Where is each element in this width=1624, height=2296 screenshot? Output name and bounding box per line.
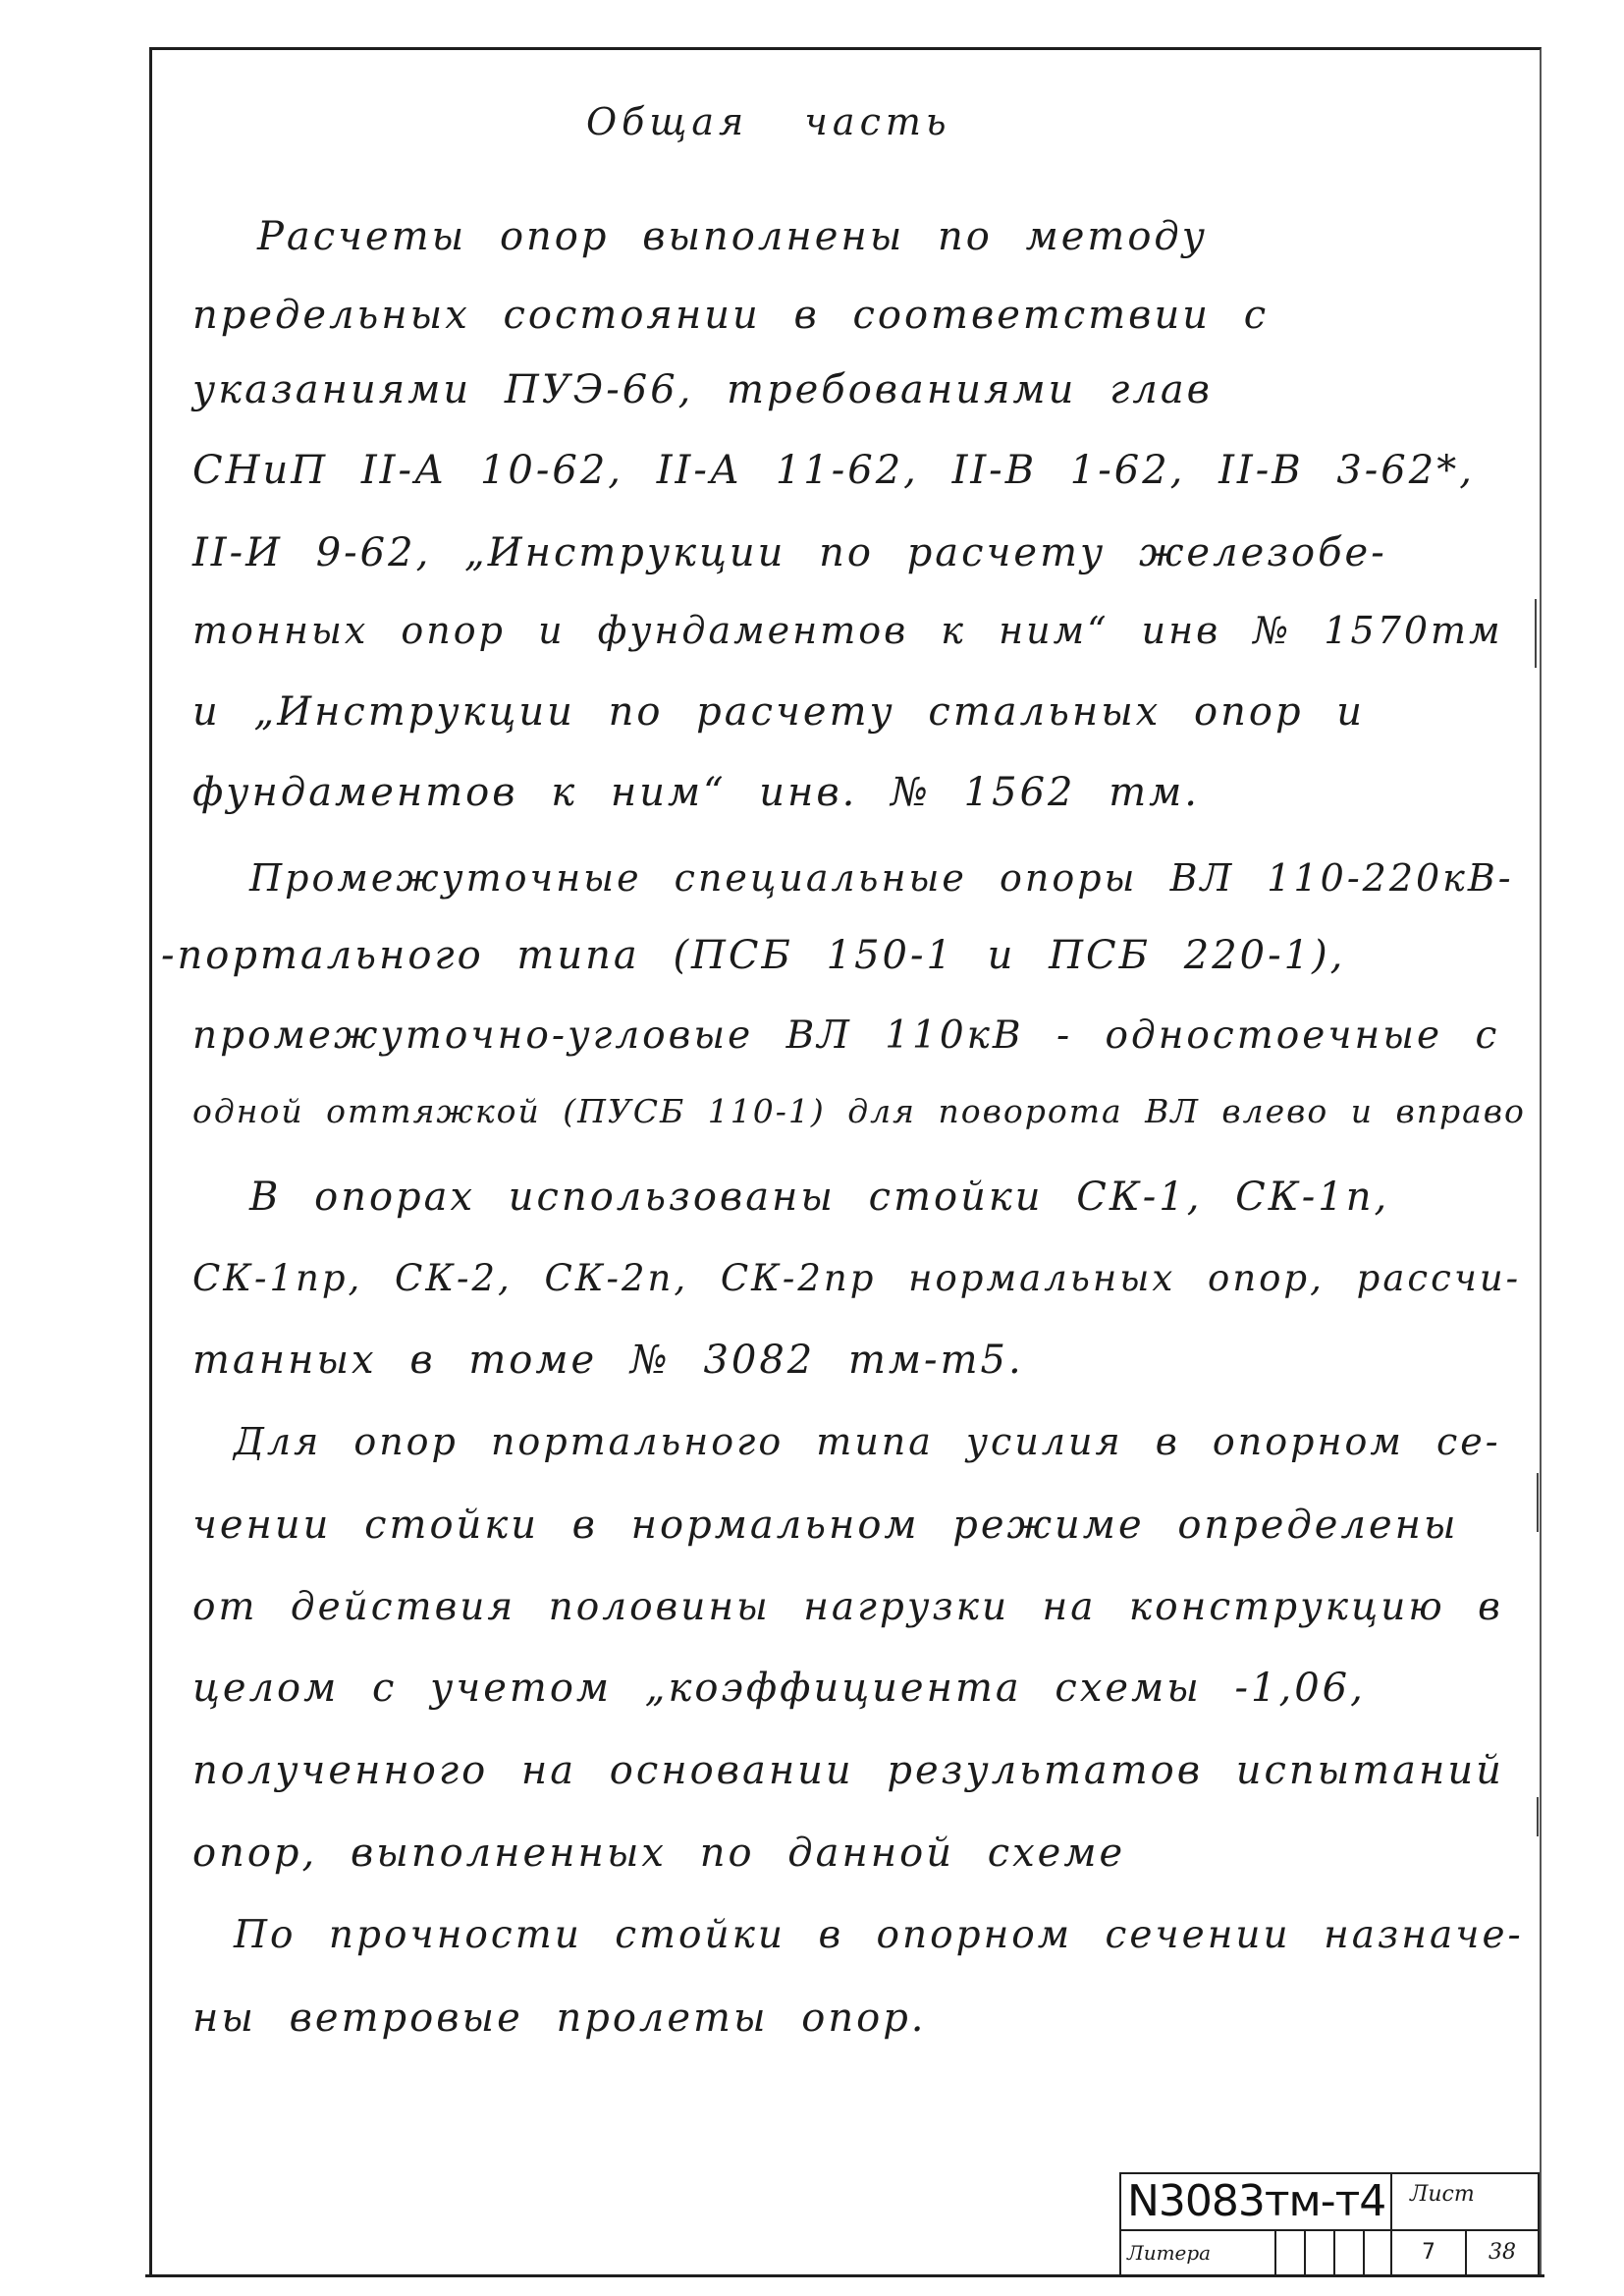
text-line: СК-1пр, СК-2, СК-2п, СК-2пр нормальных опор, рассчи- [192, 1257, 1522, 1299]
text-line: полученного на основании результатов испытаний [192, 1748, 1504, 1793]
margin-mark [1537, 1797, 1539, 1836]
text-line: По прочности стойки в опорном сечении назначе- [234, 1913, 1524, 1957]
text-line: опор, выполненных по данной схеме [192, 1831, 1126, 1876]
sheet-number: 7 [1392, 2231, 1467, 2276]
text-line: Расчеты опор выполнены по методу [257, 214, 1208, 259]
text-line: указаниями ПУЭ-66, требованиями глав [192, 367, 1213, 412]
text-line: В опорах использованы стойки СК-1, СК-1п, [249, 1175, 1390, 1220]
document-code: N3083тм-т4 [1119, 2172, 1392, 2231]
text-line: СНиП II-А 10-62, II-А 11-62, II-В 1-62, II-В 3-62*, [192, 448, 1475, 493]
text-line: одной оттяжкой (ПУСБ 110-1) для поворота ВЛ влево и вправо [192, 1092, 1526, 1130]
text-line: и „Инструкции по расчету стальных опор и [192, 689, 1366, 735]
text-line: тонных опор и фундаментов к ним“ инв № 1570тм [192, 609, 1503, 652]
text-line: от действия половины нагрузки на конструкцию в [192, 1585, 1503, 1629]
text-line: ны ветровые пролеты опор. [192, 1995, 927, 2041]
section-title: Общая часть [586, 100, 951, 143]
litera-cell [1306, 2231, 1335, 2276]
text-line: -портального типа (ПСБ 150-1 и ПСБ 220-1), [161, 933, 1346, 978]
text-line: II-И 9-62, „Инструкции по расчету железобе- [192, 530, 1387, 575]
margin-mark [1537, 1473, 1539, 1532]
litera-cell [1276, 2231, 1306, 2276]
text-line: Для опор портального типа усилия в опорном се- [234, 1420, 1501, 1463]
litera-label: Литера [1119, 2231, 1276, 2276]
text-line: Промежуточные специальные опоры ВЛ 110-220кВ- [249, 856, 1514, 900]
total-sheets: 38 [1467, 2231, 1540, 2276]
text-line: фундаментов к ним“ инв. № 1562 тм. [192, 770, 1200, 815]
text-line: чении стойки в нормальном режиме определены [192, 1503, 1459, 1548]
text-line: промежуточно-угловые ВЛ 110кВ - одностоечные с [192, 1013, 1500, 1058]
title-block-stamp [1119, 2172, 1540, 2276]
sheet-label: Лист [1392, 2172, 1540, 2231]
text-line: танных в томе № 3082 тм-т5. [192, 1338, 1024, 1383]
litera-cell [1365, 2231, 1392, 2276]
text-line: целом с учетом „коэффициента схемы -1,06, [192, 1666, 1366, 1711]
text-line: предельных состоянии в соответствии с [192, 293, 1270, 338]
stamp-bottom-row [1119, 2231, 1540, 2276]
litera-cell [1335, 2231, 1365, 2276]
margin-mark [1535, 599, 1537, 668]
